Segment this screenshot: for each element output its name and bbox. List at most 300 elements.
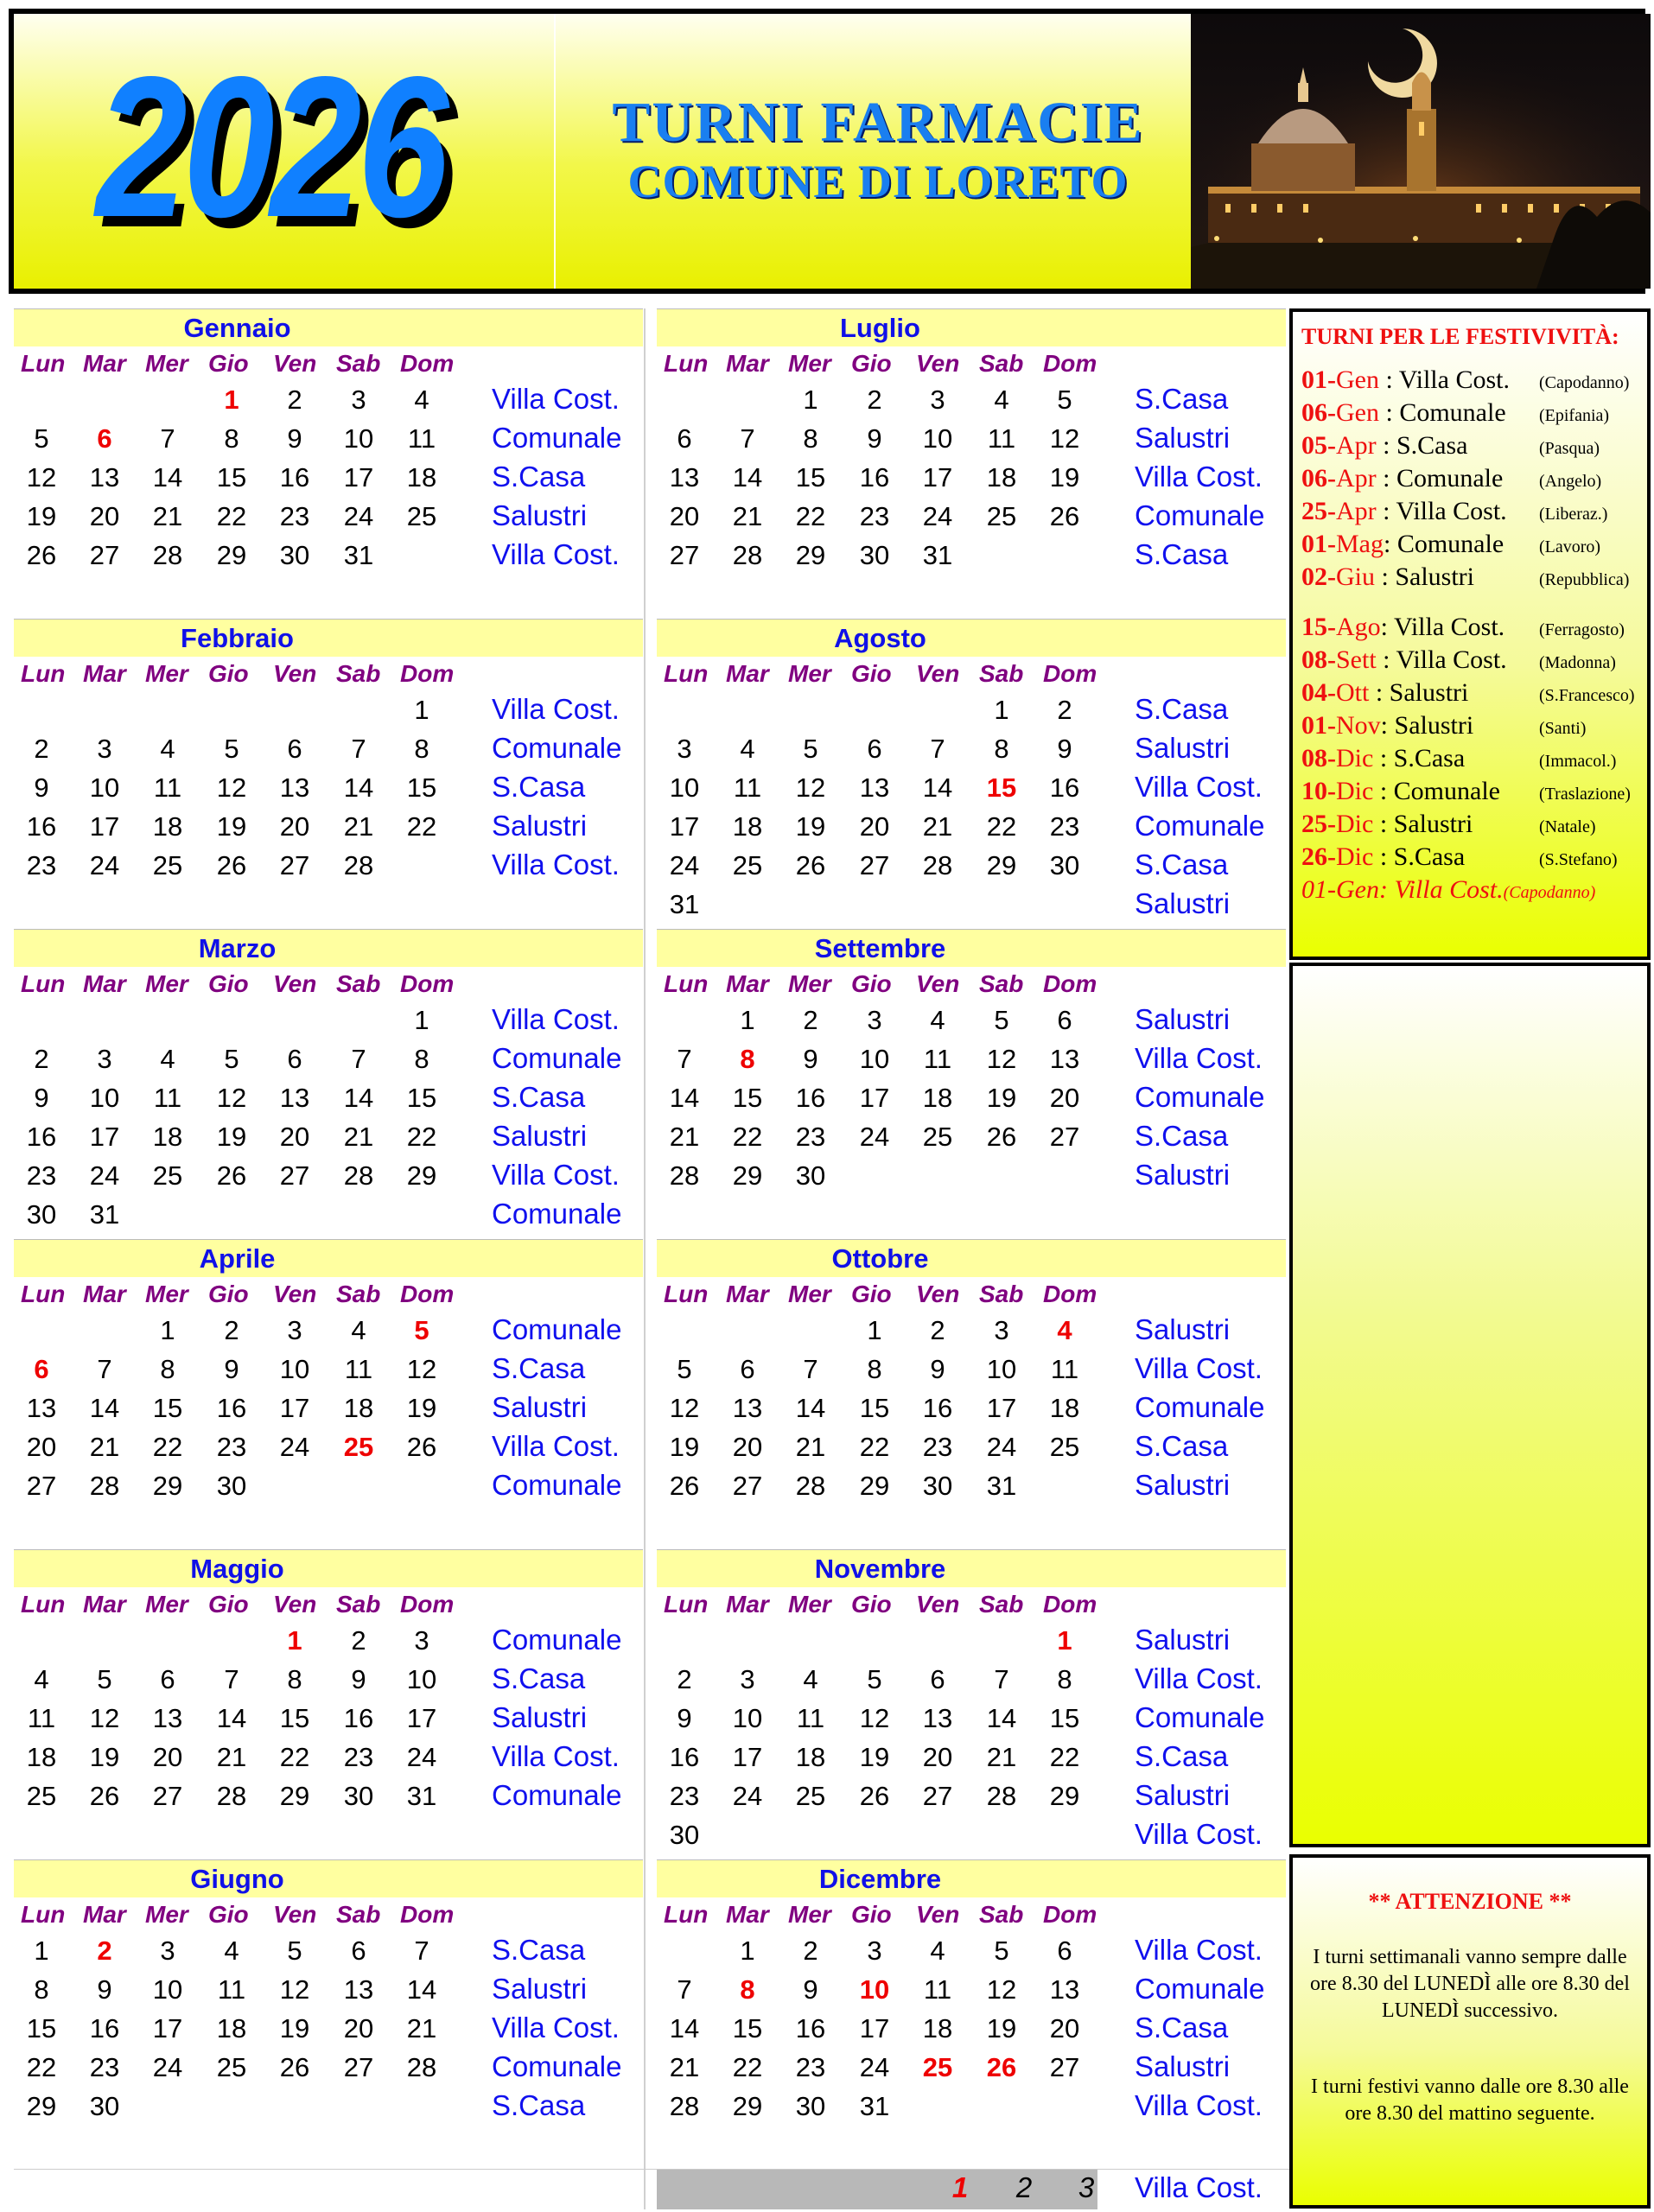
calendar-day: 9 — [287, 423, 302, 454]
title-line-1: TURNI FARMACIE — [612, 91, 1144, 154]
week-pharmacy: S.Casa — [1135, 538, 1229, 570]
calendar-day: 23 — [922, 1432, 953, 1462]
calendar-day: 25 — [216, 2052, 247, 2082]
calendar-day: 18 — [732, 811, 763, 842]
holiday-name: (Ferragosto) — [1539, 620, 1625, 639]
calendar-day: 7 — [224, 1664, 239, 1694]
calendar-day: 5 — [414, 1315, 429, 1345]
holiday-pharmacy: : Salustri — [1369, 678, 1469, 707]
weekday-label: Ven — [916, 660, 960, 687]
calendar-day: 11 — [923, 1974, 952, 2005]
month-title-band — [657, 308, 1286, 346]
calendar-day: 21 — [669, 1122, 700, 1152]
month-title-band — [14, 1549, 643, 1587]
calendar-day: 12 — [216, 1083, 247, 1113]
week-pharmacy: Salustri — [1135, 1779, 1231, 1811]
calendar-day: 15 — [216, 462, 247, 493]
calendar-day: 10 — [279, 1354, 310, 1384]
month-aprile — [14, 1239, 643, 1548]
calendar-day: 17 — [859, 1083, 890, 1113]
holiday-row — [1301, 464, 1602, 493]
weekday-label: Mar — [726, 1281, 769, 1307]
week-pharmacy: Salustri — [1135, 1313, 1231, 1345]
calendar-day: 24 — [152, 2052, 183, 2082]
calendar-day: 25 — [922, 1122, 953, 1152]
calendar-day: 11 — [1050, 1354, 1079, 1384]
calendar-day: 11 — [733, 772, 762, 803]
calendar-day: 11 — [987, 423, 1016, 454]
month-dicembre — [657, 1859, 1286, 2169]
calendar-day: 30 — [1049, 850, 1080, 880]
calendar-day: 16 — [922, 1393, 953, 1423]
calendar-day: 20 — [152, 1742, 183, 1772]
week-pharmacy: S.Casa — [1135, 1430, 1229, 1462]
calendar-day: 27 — [922, 1781, 953, 1811]
calendar-day: 7 — [351, 734, 366, 764]
holiday-shift-note: I turni festivi vanno dalle ore 8.30 alle ore 8.30 del mattino seguente. — [1311, 2075, 1629, 2125]
calendar-day: 21 — [732, 501, 763, 531]
weekday-label: Sab — [336, 660, 381, 687]
holiday-pharmacy: : Salustri — [1375, 563, 1475, 591]
calendar-day: 28 — [343, 850, 374, 880]
calendar-day: 20 — [89, 501, 120, 531]
week-pharmacy: Comunale — [492, 1042, 622, 1074]
calendar-day: 19 — [986, 2013, 1017, 2044]
calendar-day: 14 — [986, 1703, 1017, 1733]
holiday-month: Dic — [1336, 777, 1374, 805]
calendar-day: 13 — [343, 1974, 374, 2005]
calendar-day: 5 — [224, 1044, 239, 1074]
calendar-day: 1 — [414, 695, 429, 725]
calendar-day: 14 — [922, 772, 953, 803]
holiday-day: 08- — [1301, 744, 1336, 772]
month-giugno — [14, 1859, 643, 2169]
holiday-row — [1301, 711, 1587, 741]
week-pharmacy: Salustri — [1135, 887, 1231, 919]
calendar-day: 17 — [89, 811, 120, 842]
holiday-day: 04- — [1301, 678, 1336, 707]
holiday-pharmacy: : Comunale — [1376, 464, 1504, 493]
calendar-day: 20 — [279, 811, 310, 842]
calendar-day: 3 — [97, 734, 112, 764]
calendar-day: 26 — [986, 2052, 1017, 2082]
weekday-label: Gio — [208, 350, 249, 377]
calendar-day: 1 — [224, 385, 239, 415]
week-pharmacy: Villa Cost. — [492, 693, 620, 725]
month-title-band — [657, 1549, 1286, 1587]
calendar-day: 4 — [930, 1936, 945, 1966]
holiday-name: (Pasqua) — [1539, 439, 1600, 458]
calendar-day: 9 — [1057, 734, 1072, 764]
calendar-day: 16 — [343, 1703, 374, 1733]
weekday-label: Dom — [1043, 660, 1097, 687]
calendar-day: 17 — [732, 1742, 763, 1772]
attention-panel — [1289, 1854, 1651, 2209]
weekday-label: Mar — [83, 1901, 126, 1928]
holiday-day: 10- — [1301, 777, 1336, 805]
holiday-pharmacy: : Comunale — [1378, 398, 1506, 427]
weekday-label: Dom — [400, 350, 455, 377]
weekday-label: Gio — [208, 660, 249, 687]
calendar-day: 26 — [859, 1781, 890, 1811]
holiday-panel-title: TURNI PER LE FESTIVIVITÀ: — [1301, 324, 1619, 349]
weekday-label: Lun — [664, 660, 709, 687]
calendar-day: 6 — [740, 1354, 755, 1384]
calendar-day: 17 — [859, 2013, 890, 2044]
calendar-day: 17 — [986, 1393, 1017, 1423]
calendar-day: 20 — [859, 811, 890, 842]
weekday-label: Sab — [979, 970, 1024, 997]
weekday-label: Gio — [208, 1591, 249, 1618]
week-pharmacy: Salustri — [492, 1973, 588, 2005]
weekday-label: Lun — [21, 1281, 66, 1307]
weekday-label: Gio — [851, 660, 892, 687]
calendar-day: 29 — [986, 850, 1017, 880]
week-pharmacy: Villa Cost. — [1135, 1352, 1263, 1384]
holiday-name: (Angelo) — [1539, 472, 1602, 491]
calendar-day: 9 — [930, 1354, 945, 1384]
calendar-day: 29 — [732, 1160, 763, 1191]
calendar-day: 28 — [986, 1781, 1017, 1811]
calendar-day: 28 — [732, 540, 763, 570]
holiday-next-year-note: (Capodanno) — [1503, 883, 1596, 902]
calendar-day: 1 — [1057, 1625, 1072, 1656]
week-pharmacy: Comunale — [492, 1313, 622, 1345]
calendar-day: 20 — [279, 1122, 310, 1152]
week-pharmacy: Comunale — [492, 1198, 622, 1230]
calendar-day: 2 — [677, 1664, 692, 1694]
calendar-day: 19 — [669, 1432, 700, 1462]
calendar-day: 16 — [1049, 772, 1080, 803]
holiday-pharmacy: : S.Casa — [1376, 431, 1468, 460]
weekday-label: Mer — [788, 1901, 831, 1928]
calendar-day: 1 — [740, 1936, 755, 1966]
calendar-day: 28 — [89, 1471, 120, 1501]
week-pharmacy: Villa Cost. — [492, 383, 620, 415]
week-pharmacy: Villa Cost. — [1135, 1662, 1263, 1694]
calendar-day: 22 — [406, 1122, 437, 1152]
calendar-day: 6 — [97, 423, 112, 454]
calendar-day: 11 — [153, 772, 182, 803]
holiday-month: Gen — [1336, 365, 1379, 394]
calendar-day: 18 — [343, 1393, 374, 1423]
holiday-day: 26- — [1301, 842, 1336, 871]
calendar-day: 30 — [795, 1160, 826, 1191]
calendar-day: 31 — [859, 2091, 890, 2121]
calendar-day: 13 — [279, 1083, 310, 1113]
calendar-day: 22 — [732, 1122, 763, 1152]
calendar-day: 15 — [732, 2013, 763, 2044]
weekday-label: Dom — [400, 660, 455, 687]
weekday-label: Sab — [979, 1591, 1024, 1618]
weekday-label: Mer — [788, 1591, 831, 1618]
calendar-day: 26 — [406, 1432, 437, 1462]
calendar-day: 29 — [26, 2091, 57, 2121]
month-title-band — [14, 619, 643, 657]
weekday-label: Mar — [726, 1901, 769, 1928]
holiday-pharmacy: : Villa Cost. — [1380, 613, 1505, 641]
weekday-label: Dom — [1043, 970, 1097, 997]
weekday-label: Ven — [273, 1281, 317, 1307]
calendar-day: 12 — [669, 1393, 700, 1423]
weekday-label: Ven — [916, 350, 960, 377]
calendar-day: 29 — [732, 2091, 763, 2121]
calendar-day: 25 — [986, 501, 1017, 531]
calendar-day: 14 — [89, 1393, 120, 1423]
month-name: Aprile — [199, 1243, 276, 1274]
calendar-day: 18 — [922, 2013, 953, 2044]
calendar-day: 31 — [669, 889, 700, 919]
holiday-row-next-year — [1301, 875, 1595, 905]
weekday-label: Dom — [1043, 1901, 1097, 1928]
calendar-day: 3 — [414, 1625, 429, 1656]
week-pharmacy: Salustri — [1135, 1003, 1231, 1035]
weekday-label: Lun — [664, 1901, 709, 1928]
holiday-pharmacy: : Villa Cost. — [1378, 365, 1510, 394]
calendar-day: 5 — [97, 1664, 112, 1694]
week-pharmacy: Villa Cost. — [492, 1159, 620, 1191]
holiday-pharmacy: : Comunale — [1384, 530, 1505, 558]
calendar-day: 16 — [26, 811, 57, 842]
calendar-day: 4 — [740, 734, 755, 764]
calendar-day: 10 — [859, 1044, 890, 1074]
calendar-day: 23 — [859, 501, 890, 531]
calendar-day: 3 — [867, 1005, 882, 1035]
holiday-day: 05- — [1301, 431, 1336, 460]
calendar-day: 27 — [669, 540, 700, 570]
month-name: Giugno — [190, 1864, 284, 1894]
week-pharmacy: Comunale — [1135, 499, 1265, 531]
week-pharmacy: Comunale — [492, 1624, 622, 1656]
calendar-day: 5 — [994, 1005, 1009, 1035]
attention-title: ** ATTENZIONE ** — [1368, 1889, 1572, 1914]
holiday-name: (Lavoro) — [1539, 537, 1601, 556]
calendar-day: 5 — [1057, 385, 1072, 415]
calendar-day: 13 — [279, 772, 310, 803]
calendar-day: 22 — [152, 1432, 183, 1462]
calendar-day: 8 — [224, 423, 239, 454]
calendar-day: 8 — [867, 1354, 882, 1384]
weekday-label: Sab — [336, 1591, 381, 1618]
calendar-day: 6 — [287, 734, 302, 764]
calendar-day: 6 — [160, 1664, 175, 1694]
month-settembre — [657, 929, 1286, 1238]
calendar-day: 13 — [89, 462, 120, 493]
calendar-day: 16 — [795, 2013, 826, 2044]
weekday-label: Gio — [208, 1901, 249, 1928]
calendar-day: 2 — [224, 1315, 239, 1345]
calendar-day: 31 — [343, 540, 374, 570]
holiday-pharmacy: : Salustri — [1373, 810, 1473, 838]
calendar-day: 6 — [930, 1664, 945, 1694]
month-title-band — [657, 1239, 1286, 1277]
week-pharmacy: Comunale — [1135, 810, 1265, 842]
calendar-day: 1 — [803, 385, 818, 415]
weekday-label: Lun — [21, 1901, 66, 1928]
calendar-day: 8 — [1057, 1664, 1072, 1694]
calendar-day: 7 — [414, 1936, 429, 1966]
weekday-label: Sab — [979, 1281, 1024, 1307]
calendar-day: 19 — [216, 811, 247, 842]
holiday-row — [1301, 842, 1618, 872]
weekday-label: Sab — [979, 1901, 1024, 1928]
calendar-day: 6 — [287, 1044, 302, 1074]
calendar-day: 23 — [26, 1160, 57, 1191]
calendar-day: 27 — [1049, 1122, 1080, 1152]
holiday-name: (Capodanno) — [1539, 373, 1630, 392]
calendar-day: 28 — [922, 850, 953, 880]
calendar-day: 8 — [414, 1044, 429, 1074]
holiday-row — [1301, 398, 1610, 428]
week-pharmacy: Villa Cost. — [1135, 1818, 1263, 1850]
calendar-day: 26 — [1049, 501, 1080, 531]
holiday-row — [1301, 645, 1616, 675]
calendar-day: 9 — [224, 1354, 239, 1384]
holiday-row — [1301, 810, 1596, 839]
calendar-day: 10 — [669, 772, 700, 803]
calendar-day: 18 — [986, 462, 1017, 493]
weekday-label: Mar — [83, 1591, 126, 1618]
calendar-day: 6 — [1057, 1936, 1072, 1966]
holiday-name: (Immacol.) — [1539, 752, 1617, 771]
month-name: Marzo — [198, 933, 277, 963]
calendar-day: 17 — [406, 1703, 437, 1733]
weekday-label: Dom — [400, 970, 455, 997]
holiday-next-year-text: 01-Gen: Villa Cost. — [1301, 875, 1504, 904]
weekday-label: Ven — [916, 970, 960, 997]
calendar-day: 15 — [406, 772, 437, 803]
calendar-day: 4 — [930, 1005, 945, 1035]
calendar-day: 5 — [34, 423, 49, 454]
calendar-day: 14 — [343, 772, 374, 803]
calendar-day: 10 — [89, 1083, 120, 1113]
calendar-day: 5 — [224, 734, 239, 764]
calendar-day: 2 — [930, 1315, 945, 1345]
calendar-day: 2 — [1057, 695, 1072, 725]
month-ottobre — [657, 1239, 1286, 1548]
holiday-shifts-panel — [1289, 308, 1651, 960]
calendar-day: 26 — [986, 1122, 1017, 1152]
calendar-day: 19 — [986, 1083, 1017, 1113]
calendar-day: 21 — [343, 811, 374, 842]
calendar-day: 20 — [1049, 1083, 1080, 1113]
weekday-label: Gio — [208, 1281, 249, 1307]
calendar-day: 12 — [279, 1974, 310, 2005]
calendar-day: 10 — [986, 1354, 1017, 1384]
calendar-day: 28 — [406, 2052, 437, 2082]
calendar-day: 21 — [406, 2013, 437, 2044]
calendar-day: 19 — [89, 1742, 120, 1772]
month-luglio — [657, 308, 1286, 618]
week-pharmacy: Salustri — [1135, 2050, 1231, 2082]
holiday-month: Ott — [1336, 678, 1370, 707]
calendar-day: 2 — [34, 1044, 49, 1074]
calendar-day: 27 — [26, 1471, 57, 1501]
calendar-day: 8 — [740, 1044, 755, 1074]
week-pharmacy: S.Casa — [1135, 1120, 1229, 1152]
month-agosto — [657, 619, 1286, 928]
calendar-day: 10 — [859, 1974, 890, 2005]
month-novembre — [657, 1549, 1286, 1859]
month-title-band — [657, 1859, 1286, 1897]
calendar-day: 30 — [669, 1820, 700, 1850]
calendar-day: 24 — [89, 850, 120, 880]
calendar-day: 26 — [279, 2052, 310, 2082]
week-pharmacy: Salustri — [1135, 1469, 1231, 1501]
next-year-pharmacy: Villa Cost. — [1135, 2171, 1263, 2203]
calendar-day: 30 — [279, 540, 310, 570]
calendar-day: 1 — [994, 695, 1009, 725]
week-pharmacy: S.Casa — [1135, 383, 1229, 415]
week-pharmacy: Villa Cost. — [492, 849, 620, 880]
weekday-label: Mar — [83, 1281, 126, 1307]
calendar-day: 23 — [216, 1432, 247, 1462]
calendar-day: 12 — [859, 1703, 890, 1733]
weekday-label: Mer — [788, 970, 831, 997]
weekday-label: Mer — [145, 1591, 188, 1618]
calendar-day: 4 — [994, 385, 1009, 415]
weekday-label: Mer — [788, 660, 831, 687]
month-title-band — [14, 1239, 643, 1277]
calendar-day: 29 — [406, 1160, 437, 1191]
calendar-day: 19 — [859, 1742, 890, 1772]
month-name: Settembre — [814, 933, 946, 963]
calendar-day: 21 — [669, 2052, 700, 2082]
calendar-day: 15 — [986, 772, 1017, 803]
weekday-label: Dom — [400, 1281, 455, 1307]
calendar-day: 3 — [160, 1936, 175, 1966]
calendar-day: 11 — [923, 1044, 952, 1074]
calendar-day: 4 — [224, 1936, 239, 1966]
weekday-label: Mer — [788, 1281, 831, 1307]
holiday-pharmacy: : Comunale — [1373, 777, 1500, 805]
week-pharmacy: Villa Cost. — [492, 538, 620, 570]
week-pharmacy: S.Casa — [492, 1352, 586, 1384]
calendar-day: 6 — [677, 423, 692, 454]
calendar-day: 7 — [97, 1354, 112, 1384]
calendar-day: 18 — [26, 1742, 57, 1772]
calendar-day: 10 — [406, 1664, 437, 1694]
calendar-day: 2 — [97, 1936, 112, 1966]
weekday-label: Lun — [21, 970, 66, 997]
calendar-day: 13 — [152, 1703, 183, 1733]
week-pharmacy: Salustri — [492, 1120, 588, 1152]
calendar-day: 1 — [34, 1936, 49, 1966]
calendar-day: 14 — [669, 2013, 700, 2044]
month-name: Agosto — [834, 623, 926, 653]
calendar-day: 21 — [89, 1432, 120, 1462]
weekday-label: Gio — [851, 1281, 892, 1307]
weekday-label: Lun — [664, 1281, 709, 1307]
calendar-day: 9 — [803, 1974, 818, 2005]
weekday-label: Mer — [145, 1901, 188, 1928]
calendar-day: 6 — [34, 1354, 49, 1384]
weekday-label: Lun — [664, 970, 709, 997]
holiday-pharmacy: : Salustri — [1380, 711, 1474, 740]
weekday-label: Gio — [851, 970, 892, 997]
calendar-day: 2 — [287, 385, 302, 415]
calendar-day: 27 — [343, 2052, 374, 2082]
calendar-day: 3 — [677, 734, 692, 764]
weekday-label: Mer — [145, 660, 188, 687]
calendar-day: 16 — [859, 462, 890, 493]
calendar-day: 18 — [922, 1083, 953, 1113]
calendar-day: 16 — [669, 1742, 700, 1772]
holiday-row — [1301, 530, 1601, 559]
calendar-day: 17 — [152, 2013, 183, 2044]
calendar-day: 16 — [26, 1122, 57, 1152]
week-pharmacy: Comunale — [1135, 1973, 1265, 2005]
